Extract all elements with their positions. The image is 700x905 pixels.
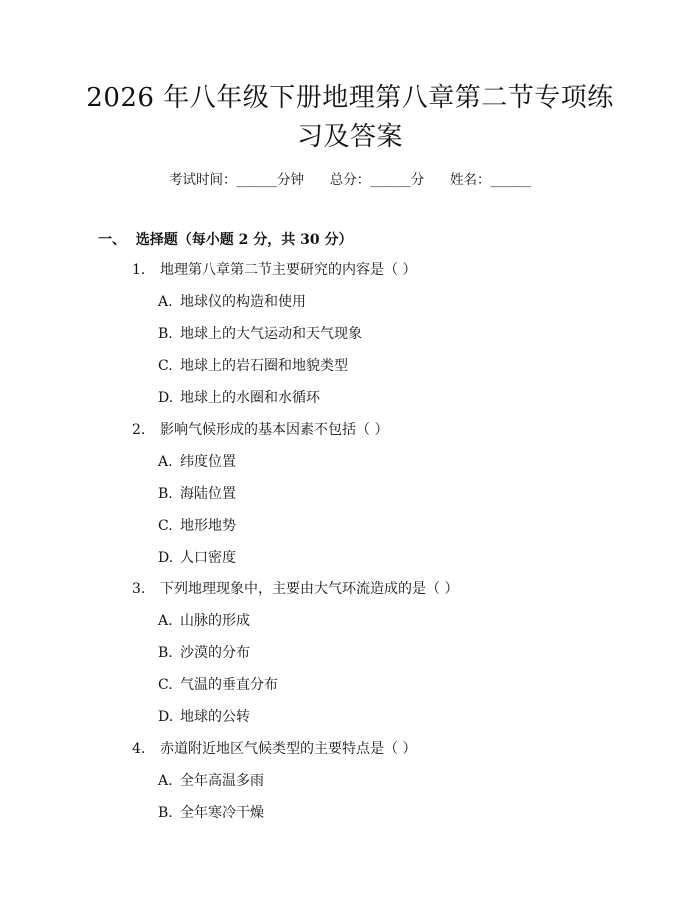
option-letter: A.	[158, 294, 173, 310]
option-text: 人口密度	[180, 550, 236, 566]
option-letter: B.	[158, 326, 173, 342]
option-text: 海陆位置	[180, 486, 236, 502]
option	[158, 388, 320, 408]
option-text: 全年寒冷干燥	[180, 805, 264, 821]
option-letter: C.	[158, 518, 173, 534]
option-letter: D.	[158, 550, 174, 566]
option-text: 地球上的大气运动和天气现象	[180, 326, 362, 342]
option-text: 地球仪的构造和使用	[180, 294, 306, 310]
option-text: 山脉的形成	[180, 613, 250, 629]
option	[158, 675, 278, 695]
option	[158, 516, 236, 536]
option-letter: B.	[158, 645, 173, 661]
option	[158, 707, 250, 727]
option-letter: D.	[158, 390, 174, 406]
exam-title-line-1: 2026 年八年级下册地理第八章第二节专项练	[86, 83, 614, 113]
option	[158, 643, 250, 663]
exam-title-line-2: 习及答案	[296, 122, 403, 152]
option-text: 气温的垂直分布	[180, 677, 278, 693]
question	[132, 420, 388, 440]
section-heading: 一、 选择题（每小题 2 分，共 30 分）	[98, 232, 353, 248]
question-text: 下列地理现象中，主要由大气环流造成的是（ ）	[160, 581, 459, 597]
option	[158, 548, 236, 568]
option-letter: A.	[158, 773, 173, 789]
question-number: 2.	[132, 422, 146, 438]
option-letter: D.	[158, 709, 174, 725]
option	[158, 292, 306, 312]
option-letter: B.	[158, 486, 173, 502]
option-text: 地球上的水圈和水循环	[180, 390, 320, 406]
option-letter: A.	[158, 454, 173, 470]
option-text: 地球的公转	[180, 709, 250, 725]
option	[158, 452, 236, 472]
question-number: 4.	[132, 741, 146, 757]
option	[158, 611, 250, 631]
option-letter: B.	[158, 805, 173, 821]
option-text: 地球上的岩石圈和地貌类型	[180, 358, 348, 374]
question-number: 1.	[132, 262, 146, 278]
option	[158, 803, 264, 823]
exam-meta-info: 考试时间：______分钟 总分：______分 姓名：______	[169, 172, 531, 188]
question	[132, 739, 416, 759]
option	[158, 324, 362, 344]
question-number: 3.	[132, 581, 146, 597]
option-text: 地形地势	[180, 518, 236, 534]
question-text: 赤道附近地区气候类型的主要特点是（ ）	[160, 741, 417, 757]
option-text: 沙漠的分布	[180, 645, 250, 661]
option-letter: A.	[158, 613, 173, 629]
option-letter: C.	[158, 358, 173, 374]
option-text: 全年高温多雨	[180, 773, 264, 789]
question	[132, 579, 458, 599]
option	[158, 484, 236, 504]
option	[158, 356, 348, 376]
question-text: 地理第八章第二节主要研究的内容是（ ）	[160, 262, 417, 278]
option	[158, 771, 264, 791]
option-letter: C.	[158, 677, 173, 693]
option-text: 纬度位置	[180, 454, 236, 470]
question-text: 影响气候形成的基本因素不包括（ ）	[160, 422, 389, 438]
question	[132, 260, 416, 280]
